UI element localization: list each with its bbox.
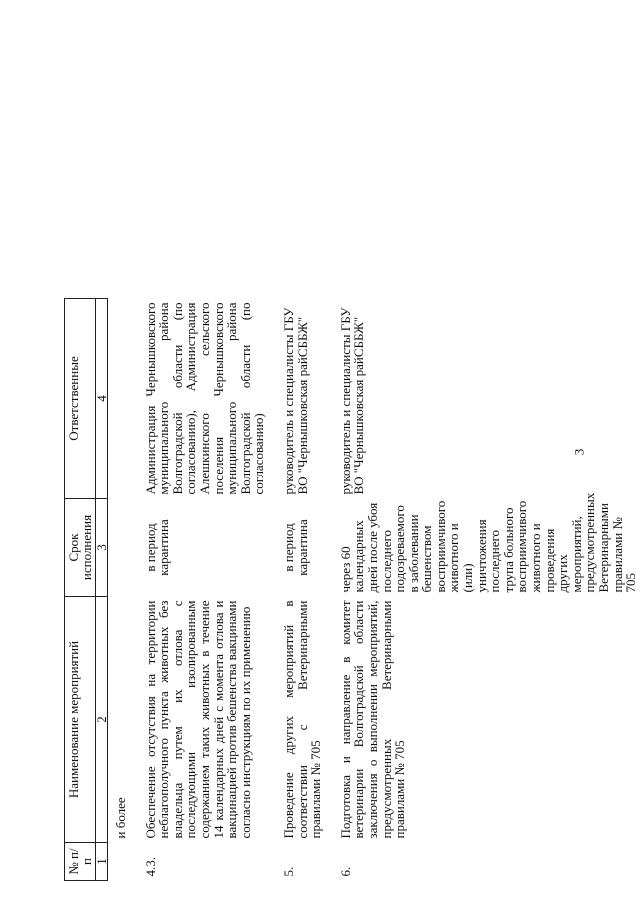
- column-number: 1: [96, 843, 108, 881]
- row-number: 6.: [337, 866, 353, 877]
- continuation-text: и более: [113, 797, 128, 839]
- header-responsible: Ответственные: [65, 299, 96, 499]
- row-term: в период карантина: [142, 519, 172, 576]
- table-header-row: [65, 31, 96, 881]
- table-row: [268, 31, 325, 881]
- row-measure: Проведение других мероприятий в соответствии с Ветеринарными правилами № 705: [280, 600, 324, 839]
- column-number: 3: [96, 499, 108, 597]
- table-row: [130, 31, 268, 881]
- header-name: Наименование мероприятий: [65, 597, 96, 843]
- continuation-row: [108, 31, 130, 881]
- column-number: 4: [96, 299, 108, 499]
- measures-table: [64, 30, 640, 881]
- row-responsible: руководитель и специалисты ГБУ ВО "Чернышковская райСББЖ": [280, 307, 310, 495]
- row-term: в период карантина: [280, 519, 310, 576]
- header-num: № п/п: [65, 843, 96, 881]
- table-row: [325, 31, 640, 881]
- row-responsible: Администрация Чернышковского муниципального района Волгоградской области (по согласованию), Администрация Алешкинского сельского поселения Чернышковского муниципального района Волгоградской области (по согласованию): [142, 302, 267, 495]
- row-responsible: руководитель и специалисты ГБУ ВО "Чернышковская райСББЖ": [337, 307, 367, 495]
- row-number: 5.: [280, 866, 296, 877]
- row-measure: Обеспечение отсутствия на территории неблагополучного пункта животных без владельца путем их отлова с последующими изолированным содержанием таких животных в течение 14 календарных дней с момента отлова и вакцинацией против бешенства вакцинами согласно инструкциям по их применению: [142, 600, 253, 839]
- page-number: 3: [571, 448, 587, 456]
- row-number: 4.3.: [142, 857, 158, 877]
- row-term: через 60 календарных дней после убоя последнего подозреваемого в заболевании бешенством восприимчивого животного и (или) уничтожения последнего трупа больного восприимчивого животного и проведения других мероприятий, предусмотренных Ветеринарными правилами № 705: [337, 492, 639, 593]
- column-number-row: [96, 31, 108, 881]
- rotated-page: [64, 31, 639, 881]
- column-number: 2: [96, 597, 108, 843]
- header-term: Срок исполнения: [65, 499, 96, 597]
- row-measure: Подготовка и направление в комитет ветеринарии Волгоградской области заключения о выполнении мероприятий, предусмотренных Ветеринарными правилами № 705: [337, 600, 408, 839]
